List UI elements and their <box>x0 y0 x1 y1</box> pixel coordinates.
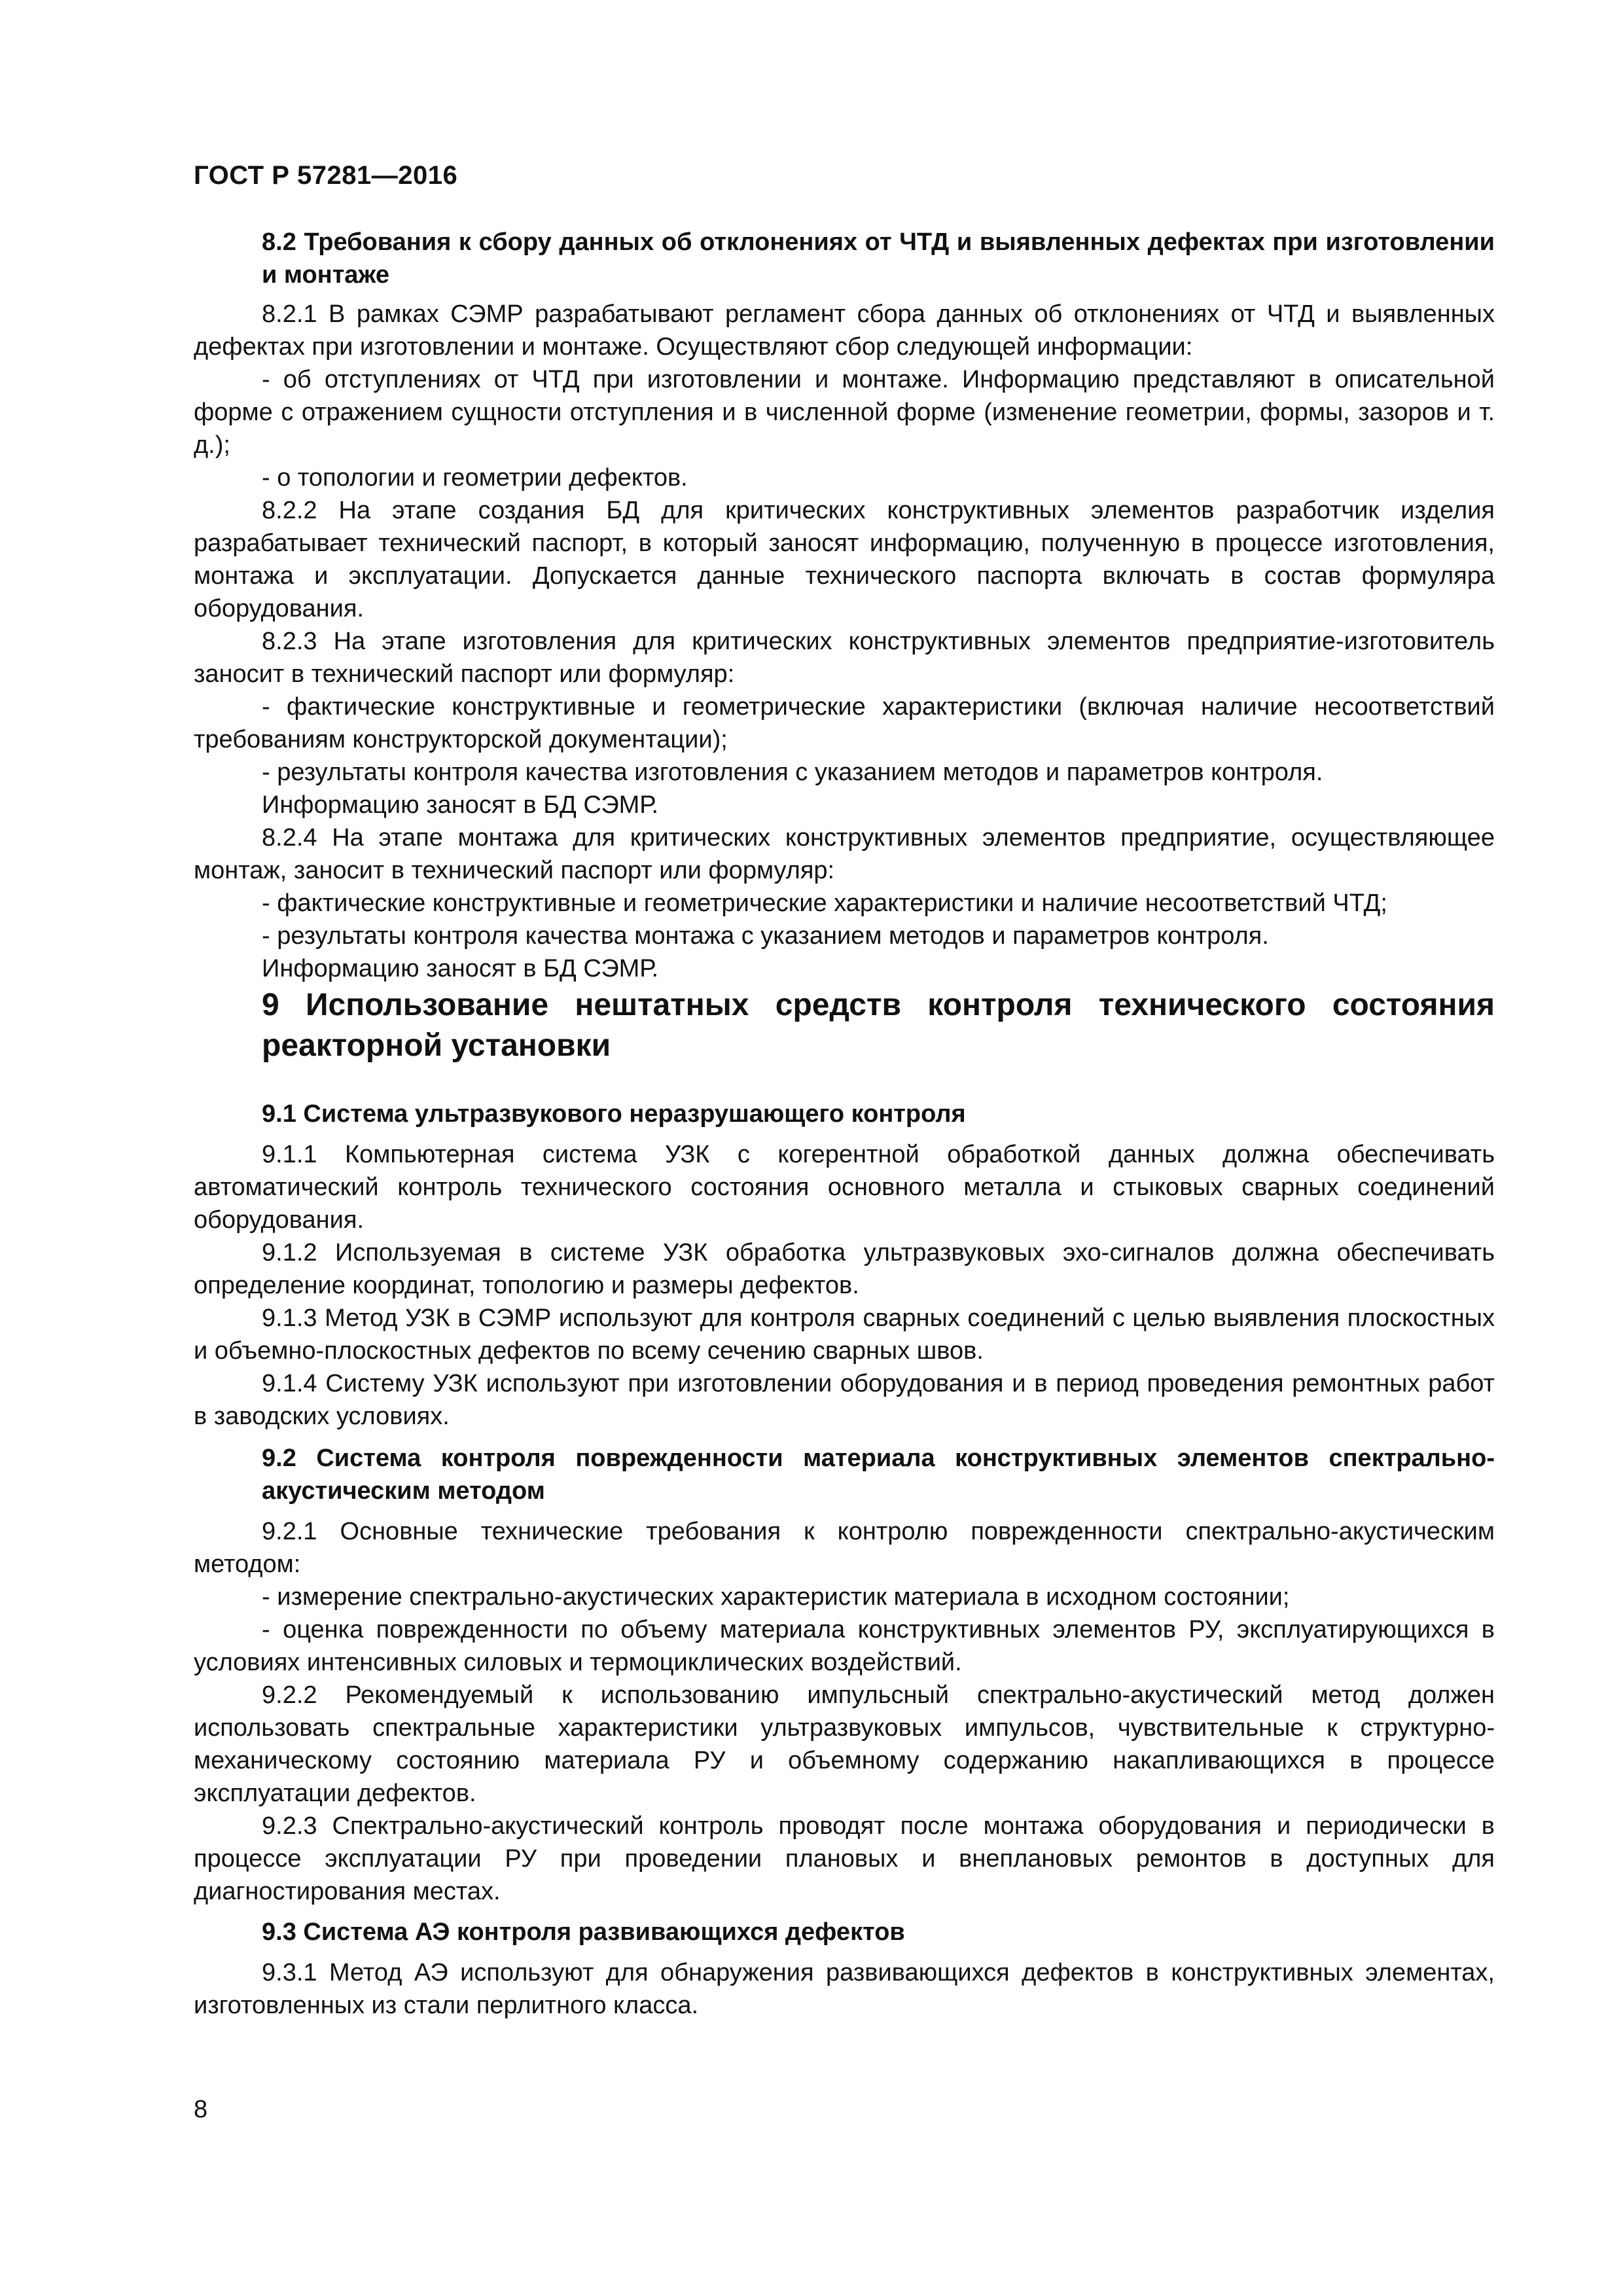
clause-9-1-3: 9.1.3 Метод УЗК в СЭМР используют для контроля сварных соединений с целью выявления плоскостных и объемно-плоскостных дефектов по всему сечению сварных швов. <box>194 1304 1495 1365</box>
list-item: - о топологии и геометрии дефектов. <box>262 464 688 492</box>
clause-9-2-1: 9.2.1 Основные технические требования к контролю поврежденности спектрально-акустическим методом: <box>194 1518 1495 1578</box>
list-item: - об отступлениях от ЧТД при изготовлении и монтаже. Информацию представляют в описательной форме с отражением сущности отступления и в численной форме (изменение геометрии, формы, зазоров и т. д.); <box>194 366 1495 459</box>
clause-8-2-4: 8.2.4 На этапе монтажа для критических конструктивных элементов предприятие, осуществляющее монтаж, заносит в технический паспорт или формуляр: <box>194 824 1495 884</box>
page-body <box>194 226 1495 2022</box>
clause-8-2-1: 8.2.1 В рамках СЭМР разрабатывают регламент сбора данных об отклонениях от ЧТД и выявленных дефектах при изготовлении и монтаже. Осуществляют сбор следующей информации: <box>194 300 1495 361</box>
clause-9-2-3: 9.2.3 Спектрально-акустический контроль проводят после монтажа оборудования и периодически в процессе эксплуатации РУ при проведении плановых и внеплановых ремонтов в доступных для диагностирования местах. <box>194 1812 1495 1905</box>
subsection-heading-9-2: 9.2 Система контроля поврежденности материала конструктивных элементов спектрально-акустическим методом <box>262 1444 1495 1505</box>
clause-9-1-1: 9.1.1 Компьютерная система УЗК с когерентной обработкой данных должна обеспечивать автоматический контроль технического состояния основного металла и стыковых сварных соединений оборудования. <box>194 1141 1495 1234</box>
clause-9-3-1: 9.3.1 Метод АЭ используют для обнаружения развивающихся дефектов в конструктивных элементах, изготовленных из стали перлитного класса. <box>194 1959 1495 2019</box>
subsection-heading-9-3: 9.3 Система АЭ контроля развивающихся дефектов <box>262 1918 905 1946</box>
list-item: - фактические конструктивные и геометрические характеристики (включая наличие несоответствий требованиям конструкторской документации); <box>194 693 1495 753</box>
subsection-heading-8-2: 8.2 Требования к сбору данных об отклонениях от ЧТД и выявленных дефектах при изготовлении и монтаже <box>262 228 1495 289</box>
clause-8-2-3: 8.2.3 На этапе изготовления для критических конструктивных элементов предприятие-изготовитель заносит в технический паспорт или формуляр: <box>194 628 1495 688</box>
list-item: - измерение спектрально-акустических характеристик материала в исходном состоянии; <box>262 1583 1290 1611</box>
list-item: - результаты контроля качества изготовления с указанием методов и параметров контроля. <box>262 759 1323 786</box>
list-item: - результаты контроля качества монтажа с указанием методов и параметров контроля. <box>262 922 1269 950</box>
list-item: - оценка поврежденности по объему материала конструктивных элементов РУ, эксплуатирующихся в условиях интенсивных силовых и термоциклических воздействий. <box>194 1616 1495 1676</box>
note-line: Информацию заносят в БД СЭМР. <box>262 955 659 982</box>
clause-9-1-4: 9.1.4 Систему УЗК используют при изготовлении оборудования и в период проведения ремонтных работ в заводских условиях. <box>194 1370 1495 1430</box>
page-number: 8 <box>194 2096 208 2123</box>
clause-9-2-2: 9.2.2 Рекомендуемый к использованию импульсный спектрально-акустический метод должен использовать спектральные характеристики ультразвуковых импульсов, чувствительные к структурно-механическому состоянию материала РУ и объемному содержанию накапливающихся в процессе эксплуатации дефектов. <box>194 1681 1495 1807</box>
clause-8-2-2: 8.2.2 На этапе создания БД для критических конструктивных элементов разработчик изделия разрабатывает технический паспорт, в который заносят информацию, полученную в процессе изготовления, монтажа и эксплуатации. Допускается данные технического паспорта включать в состав формуляра оборудования. <box>194 497 1495 622</box>
subsection-heading-9-1: 9.1 Система ультразвукового неразрушающего контроля <box>262 1100 966 1128</box>
note-line: Информацию заносят в БД СЭМР. <box>262 791 659 819</box>
clause-9-1-2: 9.1.2 Используемая в системе УЗК обработка ультразвуковых эхо-сигналов должна обеспечивать определение координат, топологию и размеры дефектов. <box>194 1239 1495 1299</box>
list-item: - фактические конструктивные и геометрические характеристики и наличие несоответствий ЧТД; <box>262 889 1387 917</box>
document-code: ГОСТ Р 57281—2016 <box>194 161 458 190</box>
section-heading-9: 9 Использование нештатных средств контроля технического состояния реакторной установки <box>262 988 1495 1063</box>
